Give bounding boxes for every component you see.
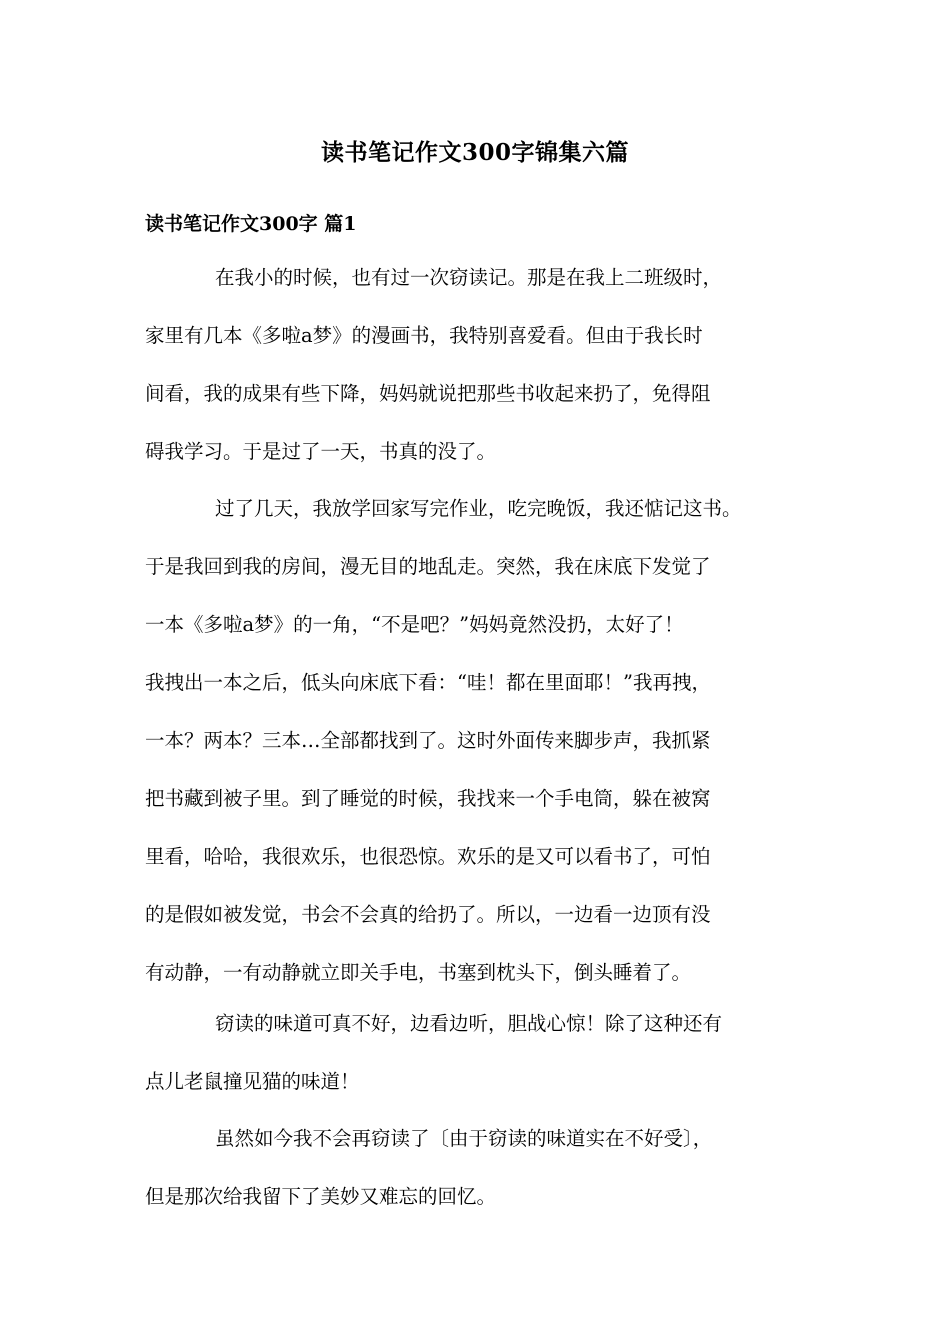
document-title: 读书笔记作文300字锦集六篇 xyxy=(320,139,629,166)
paragraph-line: 把书藏到被子里。到了睡觉的时候，我找来一个手电筒，躲在被窝 xyxy=(145,787,711,810)
paragraph-line: 窃读的味道可真不好，边看边听，胆战心惊！除了这种还有 xyxy=(215,1012,723,1035)
paragraph-line: 在我小的时候，也有过一次窃读记。那是在我上二班级时， xyxy=(215,266,723,289)
paragraph-line: 但是那次给我留下了美妙又难忘的回忆。 xyxy=(145,1185,497,1208)
paragraph-line: 间看，我的成果有些下降，妈妈就说把那些书收起来扔了，免得阻 xyxy=(145,382,711,405)
paragraph-line: 有动静，一有动静就立即关手电，书塞到枕头下，倒头睡着了。 xyxy=(145,961,692,984)
paragraph-line: 我拽出一本之后，低头向床底下看：“哇！都在里面耶！”我再拽， xyxy=(145,671,711,694)
paragraph-line: 家里有几本《多啦a梦》的漫画书，我特别喜爱看。但由于我长时 xyxy=(145,324,703,347)
paragraph-line: 一本？两本？三本…全部都找到了。这时外面传来脚步声，我抓紧 xyxy=(145,729,711,752)
paragraph-line: 一本《多啦a梦》的一角，“不是吧？”妈妈竟然没扔，太好了！ xyxy=(145,613,684,636)
paragraph-line: 过了几天，我放学回家写完作业，吃完晚饭，我还惦记这书。 xyxy=(215,497,742,520)
section-heading: 读书笔记作文300字 篇1 xyxy=(145,213,357,235)
paragraph-line: 碍我学习。于是过了一天，书真的没了。 xyxy=(145,440,497,463)
paragraph-line: 于是我回到我的房间，漫无目的地乱走。突然，我在床底下发觉了 xyxy=(145,555,711,578)
paragraph-line: 的是假如被发觉，书会不会真的给扔了。所以，一边看一边顶有没 xyxy=(145,903,711,926)
paragraph-line: 虽然如今我不会再窃读了〔由于窃读的味道实在不好受〕， xyxy=(215,1127,713,1150)
paragraph-line: 里看，哈哈，我很欢乐，也很恐惊。欢乐的是又可以看书了，可怕 xyxy=(145,845,711,868)
paragraph-line: 点儿老鼠撞见猫的味道！ xyxy=(145,1070,360,1093)
